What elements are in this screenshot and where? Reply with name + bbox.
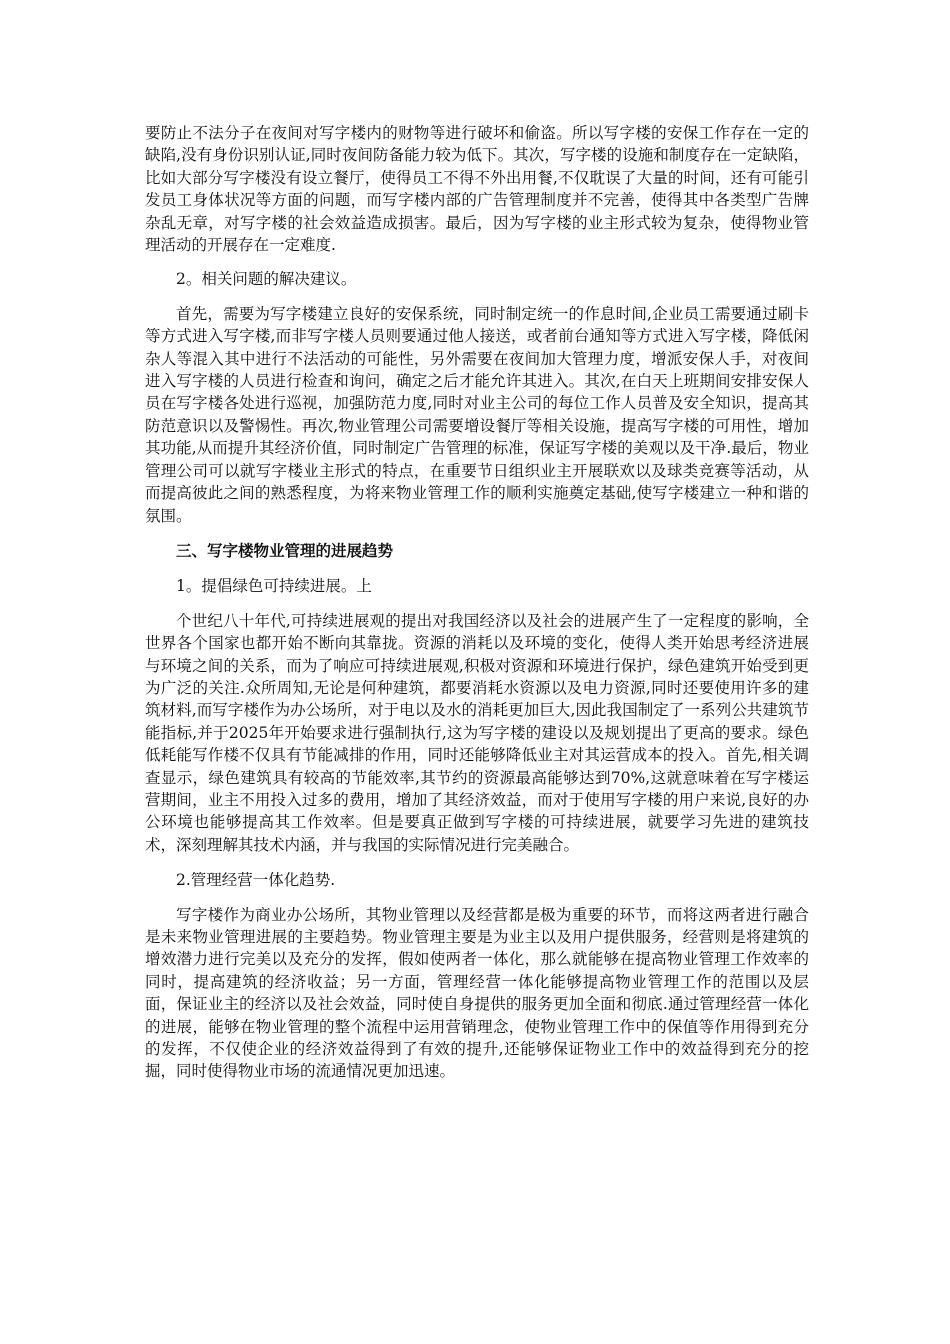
subheading-solutions: 2。相关问题的解决建议。 (176, 270, 357, 289)
section-heading-trends: 三、写字楼物业管理的进展趋势 (176, 541, 394, 560)
paragraph-integration: 写字楼作为商业办公场所，其物业管理以及经营都是极为重要的环节，而将这两者进行融合是未来物业管理进展的主要趋势。物业管理主要是为业主以及用户提供服务，经营则是将建筑的增效潜力进行完美以及充分的发挥，假如使两者一体化，那么就能够在提高物业管理工作效率的同时，提高建筑的经济收益；另一方面，管理经营一体化能够提高物业管理工作的范围以及层面，保证业主的经济以及社会效益，同时使自身提供的服务更加全面和彻底.通过管理经营一体化的进展，能够在物业管理的整个流程中运用营销理念，使物业管理工作中的保值等作用得到充分的发挥，不仅使企业的经济效益得到了有效的提升,还能够保证物业工作中的效益得到充分的挖掘，同时使得物业市场的流通情况更加迅速。 (145, 905, 809, 1081)
paragraph-solutions: 首先，需要为写字楼建立良好的安保系统，同时制定统一的作息时间,企业员工需要通过刷卡等方式进入写字楼,而非写字楼人员则要通过他人接送，或者前台通知等方式进入写字楼，降低闲杂人等混入其中进行不法活动的可能性，另外需要在夜间加大管理力度，增派安保人手，对夜间进入写字楼的人员进行检查和询问，确定之后才能允许其进入。其次,在白天上班期间安排安保人员在写字楼各处进行巡视，加强防范力度,同时对业主公司的每位工作人员普及安全知识，提高其防范意识以及警惕性。再次,物业管理公司需要增设餐厅等相关设施，提高写字楼的可用性，增加其功能,从而提升其经济价值，同时制定广告管理的标准，保证写字楼的美观以及干净.最后，物业管理公司可以就写字楼业主形式的特点，在重要节日组织业主开展联欢以及球类竞赛等活动，从而提高彼此之间的熟悉程度，为将来物业管理工作的顺利实施奠定基础,使写字楼建立一种和谐的氛围。 (145, 304, 809, 525)
subheading-integration: 2.管理经营一体化趋势. (176, 871, 336, 890)
paragraph-green-development: 个世纪八十年代,可持续进展观的提出对我国经济以及社会的进展产生了一定程度的影响，全世界各个国家也都开始不断向其靠拢。资源的消耗以及环境的变化，使得人类开始思考经济进展与环境之间的关系，而为了响应可持续进展观,积极对资源和环境进行保护，绿色建筑开始受到更为广泛的关注.众所周知,无论是何种建筑，都要消耗水资源以及电力资源,同时还要使用许多的建筑材料,而写字楼作为办公场所，对于电以及水的消耗更加巨大,因此我国制定了一系列公共建筑节能指标,并于2025年开始要求进行强制执行,这为写字楼的建设以及规划提出了更高的要求。绿色低耗能写作楼不仅具有节能减排的作用，同时还能够降低业主对其运营成本的投入。首先,相关调查显示，绿色建筑具有较高的节能效率,其节约的资源最高能够达到70%,这就意味着在写字楼运营期间，业主不用投入过多的费用，增加了其经济效益，而对于使用写字楼的用户来说,良好的办公环境也能够提高其工作效率。但是要真正做到写字楼的可持续进展，就要学习先进的建筑技术，深刻理解其技术内涵，并与我国的实际情况进行完美融合。 (145, 611, 809, 854)
paragraph-security-issues: 要防止不法分子在夜间对写字楼内的财物等进行破坏和偷盗。所以写字楼的安保工作存在一定的缺陷,没有身份识别认证,同时夜间防备能力较为低下。其次，写字楼的设施和制度存在一定缺陷，比如大部分写字楼没有设立餐厅，使得员工不得不外出用餐,不仅耽误了大量的时间，还有可能引发员工身体状况等方面的问题，而写字楼内部的广告管理制度并不完善，使得其中各类型广告牌杂乱无章，对写字楼的社会效益造成损害。最后，因为写字楼的业主形式较为复杂，使得物业管理活动的开展存在一定难度. (145, 124, 809, 255)
document-page (145, 122, 809, 1083)
subheading-green-development: 1。提倡绿色可持续进展。上 (176, 577, 372, 596)
